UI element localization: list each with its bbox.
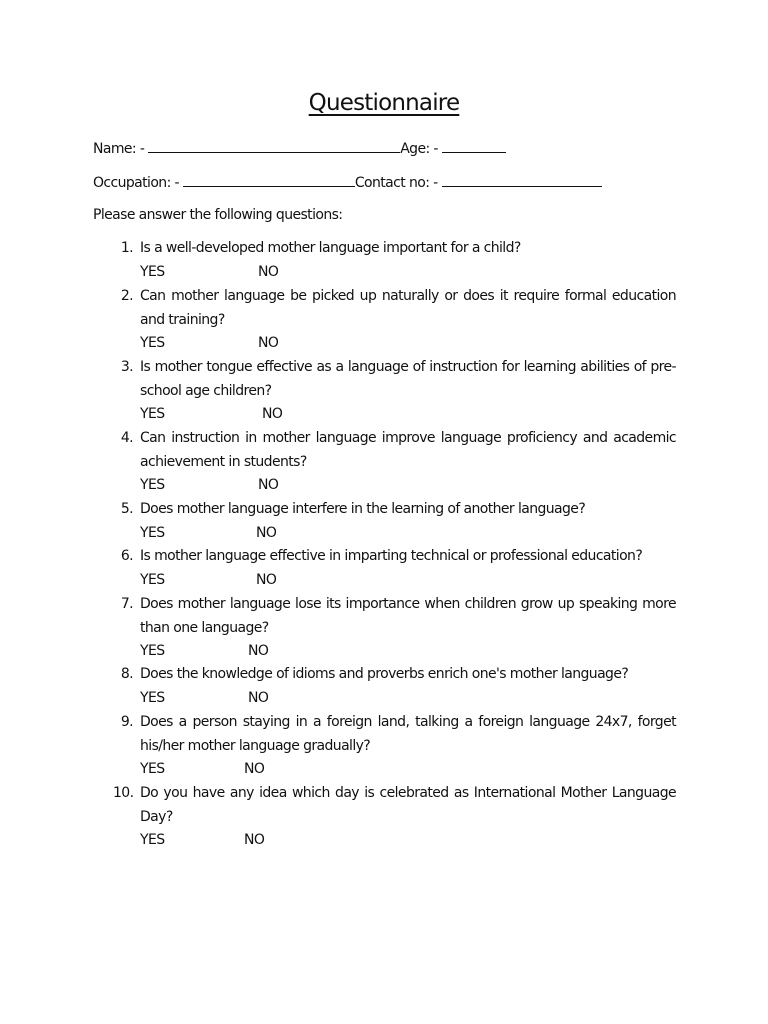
yes-option[interactable]: YES (140, 643, 165, 659)
no-option[interactable]: NO (244, 761, 265, 777)
age-blank[interactable] (442, 139, 506, 153)
question-number: 10. (113, 785, 134, 801)
question-text: Does the knowledge of idioms and proverbs enrich one's mother language? (140, 666, 629, 682)
answer-options (140, 687, 676, 711)
question-number: 2. (120, 288, 133, 304)
question-item (113, 427, 676, 498)
question-text: Does a person staying in a foreign land, talking a foreign language 24x7, forget his/her mother language gradually? (140, 714, 676, 754)
question-item (113, 285, 676, 356)
yes-option[interactable]: YES (140, 524, 165, 541)
answer-options (140, 403, 676, 427)
question-number: 3. (120, 359, 133, 375)
age-label: Age: - (400, 141, 438, 157)
question-item (113, 498, 676, 545)
question-text: Is a well-developed mother language important for a child? (140, 240, 521, 256)
no-option[interactable]: NO (262, 406, 283, 422)
question-text: Do you have any idea which day is celebrated as International Mother Language Day? (140, 785, 676, 825)
question-text: Can instruction in mother language improve language proficiency and academic achievement in students? (140, 430, 676, 470)
question-item (113, 237, 676, 284)
question-number: 9. (120, 714, 133, 730)
answer-options (140, 261, 676, 285)
no-option[interactable]: NO (248, 643, 269, 659)
question-item (113, 663, 676, 710)
question-text: Is mother tongue effective as a language of instruction for learning abilities of pre-school age children? (140, 359, 676, 399)
answer-options (140, 474, 676, 498)
answer-options (140, 522, 676, 546)
question-text: Does mother language lose its importance when children grow up speaking more than one language? (140, 596, 676, 636)
answer-options (140, 332, 676, 356)
yes-option[interactable]: YES (140, 761, 165, 777)
no-option[interactable]: NO (258, 335, 279, 351)
yes-option[interactable]: YES (140, 832, 165, 848)
occupation-label: Occupation: - (93, 175, 179, 191)
question-number: 8. (120, 666, 133, 682)
contact-blank[interactable] (442, 173, 602, 187)
question-text: Does mother language interfere in the learning of another language? (140, 501, 586, 517)
contact-label: Contact no: - (354, 175, 438, 191)
yes-option[interactable]: YES (140, 571, 165, 588)
answer-options (140, 640, 676, 664)
question-item (113, 782, 676, 853)
question-item (113, 545, 676, 592)
page-title: Questionnaire (308, 90, 460, 116)
name-age-row (93, 138, 506, 160)
instruction-text: Please answer the following questions: (93, 207, 343, 223)
question-text: Can mother language be picked up naturally or does it require formal education and training? (140, 288, 676, 328)
question-item (113, 711, 676, 782)
question-item (113, 356, 676, 427)
occupation-contact-row (93, 172, 602, 194)
answer-options (140, 758, 676, 782)
question-number: 5. (120, 501, 133, 517)
yes-option[interactable]: YES (140, 477, 165, 493)
no-option[interactable]: NO (258, 263, 279, 280)
question-item (113, 593, 676, 664)
no-option[interactable]: NO (256, 571, 277, 588)
answer-options (140, 829, 676, 853)
no-option[interactable]: NO (256, 524, 277, 541)
question-number: 4. (120, 430, 133, 446)
question-number: 7. (120, 596, 133, 612)
name-blank[interactable] (148, 139, 400, 153)
no-option[interactable]: NO (248, 689, 269, 706)
no-option[interactable]: NO (258, 477, 279, 493)
no-option[interactable]: NO (244, 832, 265, 848)
name-label: Name: - (93, 141, 145, 157)
yes-option[interactable]: YES (140, 263, 165, 280)
question-number: 6. (120, 548, 133, 564)
yes-option[interactable]: YES (140, 689, 165, 706)
yes-option[interactable]: YES (140, 406, 165, 422)
yes-option[interactable]: YES (140, 335, 165, 351)
answer-options (140, 569, 676, 593)
question-number: 1. (120, 240, 133, 256)
occupation-blank[interactable] (183, 173, 355, 187)
question-text: Is mother language effective in imparting technical or professional education? (140, 548, 643, 564)
